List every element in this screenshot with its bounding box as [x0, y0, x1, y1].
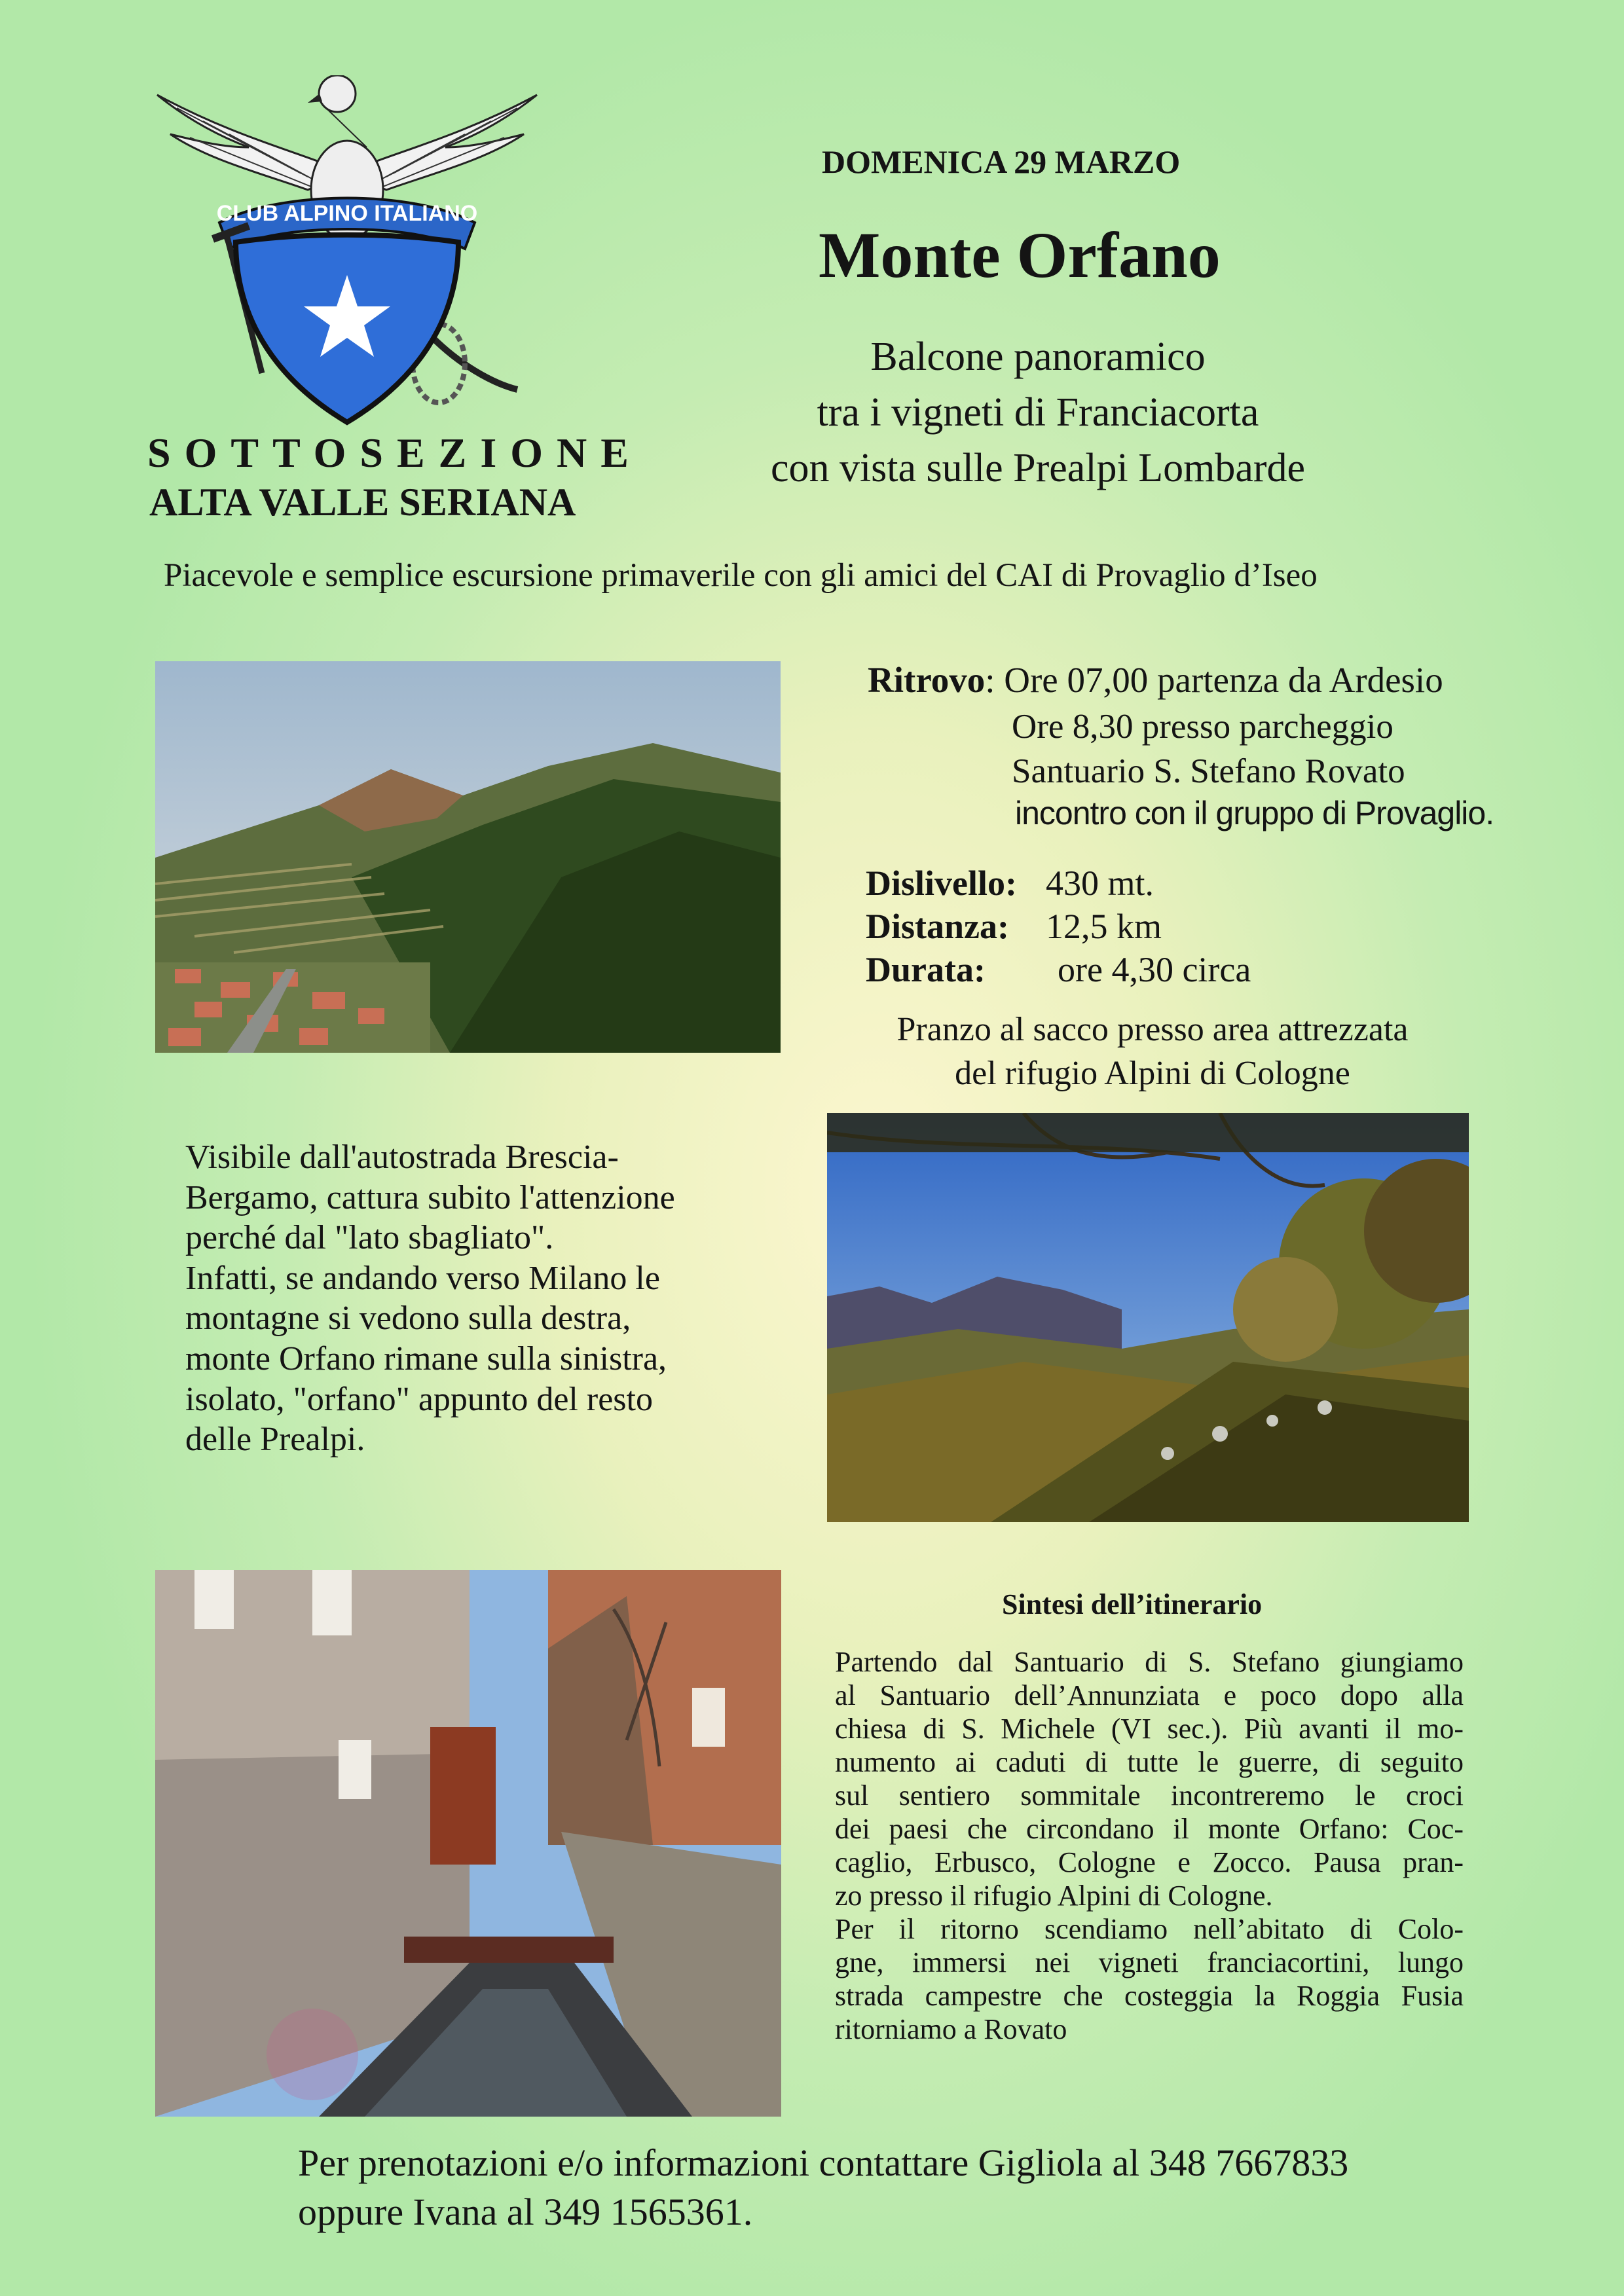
photo-canal-water-wheel [155, 1570, 781, 2117]
stat-label: Dislivello: [866, 864, 1017, 903]
description-line: Infatti, se andando verso Milano le [185, 1259, 660, 1297]
pranzo-line-1: Pranzo al sacco presso area attrezzata [896, 1011, 1409, 1048]
description-text [185, 1137, 775, 1460]
sintesi-text [835, 1645, 1464, 2046]
sintesi-line: al Santuario dell’Annunziata e poco dopo alla [835, 1679, 1464, 1711]
contact-line-1: Per prenotazioni e/o informazioni contattare Gigliola al 348 7667833 [298, 2141, 1349, 2184]
stat-label: Distanza: [866, 907, 1009, 946]
stat-label: Durata: [866, 950, 986, 989]
stat-value: ore 4,30 circa [1058, 950, 1251, 989]
description-line: Bergamo, cattura subito l'attenzione [185, 1178, 675, 1216]
description-line: monte Orfano rimane sulla sinistra, [185, 1339, 667, 1377]
stat-dislivello [866, 863, 1154, 903]
sintesi-line: Per il ritorno scendiamo nell’abitato di Colo- [835, 1913, 1464, 1945]
subtitle-line-1: Balcone panoramico [870, 335, 1206, 379]
subtitle-line-3: con vista sulle Prealpi Lombarde [770, 446, 1306, 490]
photo-trail-view [827, 1113, 1469, 1522]
ritrovo-row: Ritrovo: Ore 07,00 partenza da Ardesio [868, 660, 1443, 700]
sintesi-line: gne, immersi nei vigneti franciacortini, lungo [835, 1946, 1464, 1978]
stat-value: 12,5 km [1046, 907, 1162, 946]
cai-logo [151, 75, 544, 429]
stat-durata [866, 949, 1251, 990]
contact-line-2: oppure Ivana al 349 1565361. [298, 2191, 753, 2233]
sintesi-line: chiesa di S. Michele (VI sec.). Più avanti il mo- [835, 1713, 1464, 1745]
sintesi-line: ritorniamo a Rovato [835, 2013, 1067, 2045]
sintesi-line: dei paesi che circondano il monte Orfano: Coc- [835, 1813, 1464, 1845]
section-name-line1: SOTTOSEZIONE [147, 429, 642, 476]
ritrovo-line-1: Ore 07,00 partenza da Ardesio [1004, 660, 1443, 700]
cai-eagle-shield-icon [151, 75, 544, 429]
section-name-line2: ALTA VALLE SERIANA [149, 481, 576, 524]
cai-ribbon-text: CLUB ALPINO ITALIANO [216, 201, 478, 226]
sintesi-line: caglio, Erbusco, Cologne e Zocco. Pausa pran- [835, 1846, 1464, 1878]
sintesi-line: strada campestre che costeggia la Roggia Fusia [835, 1980, 1464, 2012]
description-line: isolato, "orfano" appunto del resto [185, 1380, 653, 1418]
description-line: Visibile dall'autostrada Brescia- [185, 1139, 619, 1176]
description-line: montagne si vedono sulla destra, [185, 1300, 631, 1338]
ritrovo-label: Ritrovo [868, 660, 986, 700]
sintesi-line: Partendo dal Santuario di S. Stefano giungiamo [835, 1646, 1464, 1678]
sintesi-title: Sintesi dell’itinerario [1002, 1588, 1263, 1620]
ritrovo-line-4: incontro con il gruppo di Provaglio. [1015, 795, 1494, 831]
event-title: Monte Orfano [819, 219, 1221, 291]
photo-monte-orfano-hill [155, 661, 781, 1053]
intro-text: Piacevole e semplice escursione primaverile con gli amici del CAI di Provaglio d’Iseo [164, 557, 1318, 594]
event-date: DOMENICA 29 MARZO [822, 143, 1181, 180]
ritrovo-line-3: Santuario S. Stefano Rovato [1012, 752, 1405, 790]
sintesi-line: sul sentiero sommitale incontreremo le croci [835, 1779, 1464, 1812]
description-line: delle Prealpi. [185, 1421, 365, 1459]
stat-value: 430 mt. [1046, 864, 1154, 903]
subtitle-line-2: tra i vigneti di Franciacorta [817, 390, 1259, 435]
ritrovo-line-2: Ore 8,30 presso parcheggio [1012, 708, 1393, 746]
stat-distanza [866, 906, 1162, 947]
sintesi-line: numento ai caduti di tutte le guerre, di seguito [835, 1746, 1464, 1778]
pranzo-line-2: del rifugio Alpini di Cologne [955, 1055, 1350, 1092]
sintesi-line: zo presso il rifugio Alpini di Cologne. [835, 1880, 1273, 1912]
description-line: perché dal "lato sbagliato". [185, 1219, 554, 1257]
